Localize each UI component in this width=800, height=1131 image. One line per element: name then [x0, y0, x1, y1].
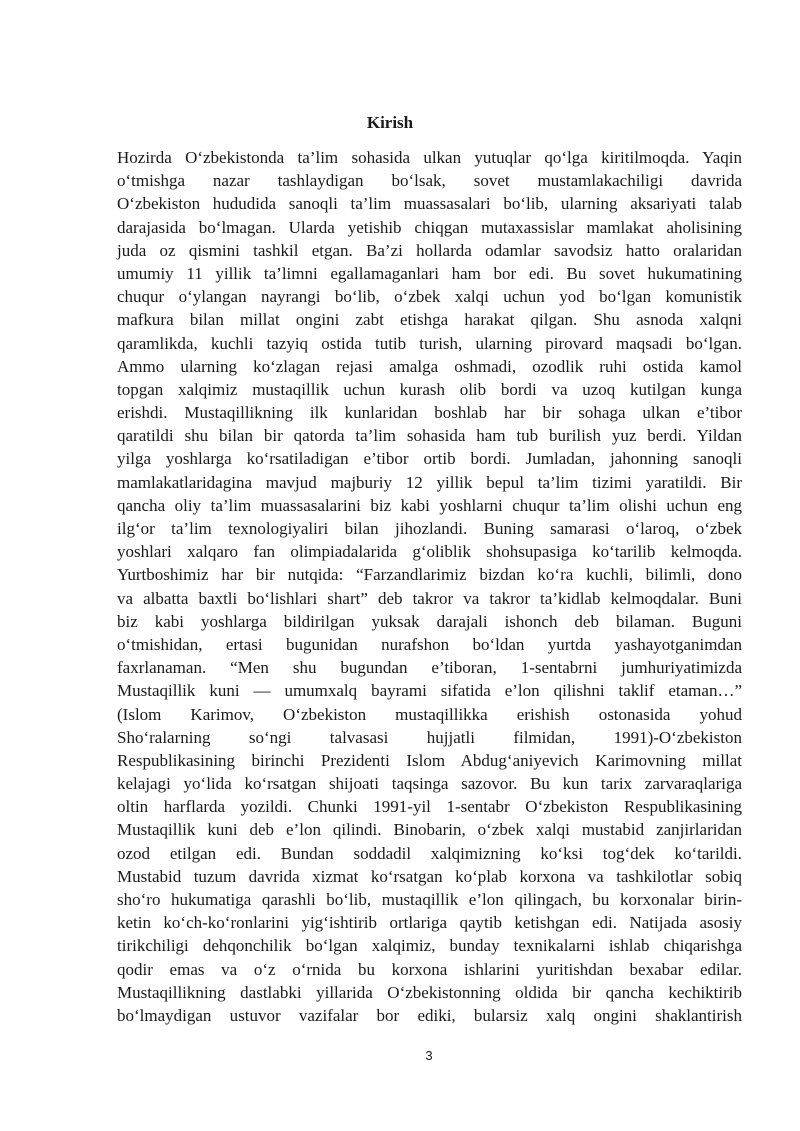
text-line: o‘tmishga nazar tashlaydigan bo‘lsak, sovet mustamlakachiligi davrida [117, 171, 742, 191]
text-line: bo‘lmaydigan ustuvor vazifalar bor ediki, bularsiz xalq ongini shaklantirish [117, 1005, 742, 1025]
text-line: topgan xalqimiz mustaqillik uchun kurash olib bordi va uzoq kutilgan kunga [117, 379, 742, 399]
text-line: ketin ko‘ch-ko‘ronlarini yig‘ishtirib ortlariga qaytib ketishgan edi. Natijada asosiy [117, 913, 742, 933]
text-line: darajasida bo‘lmagan. Ularda yetishib chiqgan mutaxassislar mamlakat aholisining [117, 217, 742, 237]
body-paragraph [117, 146, 742, 1027]
text-line: Mustaqillikning dastlabki yillarida O‘zbekistonning oldida bir qancha kechiktirib [117, 982, 742, 1002]
text-line: Mustabid tuzum davrida xizmat ko‘rsatgan ko‘plab korxona va tashkilotlar sobiq [117, 866, 742, 886]
text-line: umumiy 11 yillik ta’limni egallamaganlari ham bor edi. Bu sovet hukumatining [117, 263, 742, 283]
page-number: 3 [425, 1048, 433, 1063]
text-line: erishdi. Mustaqillikning ilk kunlaridan boshlab har bir sohaga ulkan e’tibor [117, 403, 742, 423]
text-line: Yurtboshimiz har bir nutqida: “Farzandlarimiz bizdan ko‘ra kuchli, bilimli, dono [117, 565, 742, 585]
text-line: chuqur o‘ylangan nayrangi bo‘lib, o‘zbek xalqi uchun yod bo‘lgan komunistik [117, 287, 742, 307]
text-line: qaramlikda, kuchli tazyiq ostida tutib turish, ularning pirovard maqsadi bo‘lgan. [117, 333, 742, 353]
text-line: biz kabi yoshlarga bildirilgan yuksak darajali ishonch deb bilaman. Buguni [117, 611, 742, 631]
text-line: mamlakatlaridagina mavjud majburiy 12 yillik bepul ta’lim tizimi yaratildi. Bir [117, 472, 742, 492]
text-line: faxrlanaman. “Men shu bugundan e’tiboran, 1-sentabrni jumhuriyatimizda [117, 658, 742, 678]
text-line: yilga yoshlarga ko‘rsatiladigan e’tibor ortib bordi. Jumladan, jahonning sanoqli [117, 449, 742, 469]
text-line: Mustaqillik kuni deb e’lon qilindi. Binobarin, o‘zbek xalqi mustabid zanjirlaridan [117, 820, 742, 840]
text-line: O‘zbekiston hududida sanoqli ta’lim muassasalari bo‘lib, ularning aksariyati talab [117, 194, 742, 214]
text-line: oltin harflarda yozildi. Chunki 1991-yil 1-sentabr O‘zbekiston Respublikasining [117, 797, 742, 817]
text-line: qancha oliy ta’lim muassasalarini biz kabi yoshlarni chuqur ta’lim olishi uchun eng [117, 495, 742, 515]
text-line: yoshlari xalqaro fan olimpiadalarida g‘oliblik shohsupasiga ko‘tarilib kelmoqda. [117, 542, 742, 562]
text-line: sho‘ro hukumatiga qarashli bo‘lib, mustaqillik e’lon qilingach, bu korxonalar birin- [117, 890, 742, 909]
text-line: Sho‘ralarning so‘ngi talvasasi hujjatli filmidan, 1991)-O‘zbekiston [117, 727, 742, 747]
text-line: juda oz qismini tashkil etgan. Ba’zi hollarda odamlar savodsiz hatto oralaridan [117, 240, 742, 260]
text-line: qaratildi shu bilan bir qatorda ta’lim sohasida ham tub burilish yuz berdi. Yildan [117, 426, 742, 446]
text-line: (Islom Karimov, O‘zbekiston mustaqillikka erishish ostonasida yohud [117, 704, 742, 724]
page-title: Kirish [366, 113, 414, 132]
text-line: Ammo ularning ko‘zlagan rejasi amalga oshmadi, ozodlik ruhi ostida kamol [117, 356, 742, 376]
text-line: va albatta baxtli bo‘lishlari shart” deb takror va takror ta’kidlab kelmoqdalar. Buni [117, 588, 742, 608]
text-line: Respublikasining birinchi Prezidenti Islom Abdug‘aniyevich Karimovning millat [117, 750, 742, 770]
text-line: ilg‘or ta’lim texnologiyaliri bilan jihozlandi. Buning samarasi o‘laroq, o‘zbek [117, 519, 742, 538]
text-line: tirikchiligi dehqonchilik bo‘lgan xalqimiz, bunday texnikalarni ishlab chiqarishga [117, 936, 742, 956]
text-line: Hozirda O‘zbekistonda ta’lim sohasida ulkan yutuqlar qo‘lga kiritilmoqda. Yaqin [117, 148, 742, 167]
text-line: o‘tmishidan, ertasi bugunidan nurafshon bo‘ldan yurtda yashayotganimdan [117, 634, 742, 654]
text-line: Mustaqillik kuni — umumxalq bayrami sifatida e’lon qilishni taklif etaman…” [117, 681, 742, 701]
text-line: ozod etilgan edi. Bundan soddadil xalqimizning ko‘ksi tog‘dek ko‘tarildi. [117, 843, 742, 863]
text-line: kelajagi yo‘lida ko‘rsatgan shijoati taqsinga sazovor. Bu kun tarix zarvaraqlariga [117, 774, 742, 794]
text-line: mafkura bilan millat ongini zabt etishga harakat qilgan. Shu asnoda xalqni [117, 310, 742, 330]
text-line: qodir emas va o‘z o‘rnida bu korxona ishlarini yuritishdan bexabar edilar. [117, 959, 742, 979]
